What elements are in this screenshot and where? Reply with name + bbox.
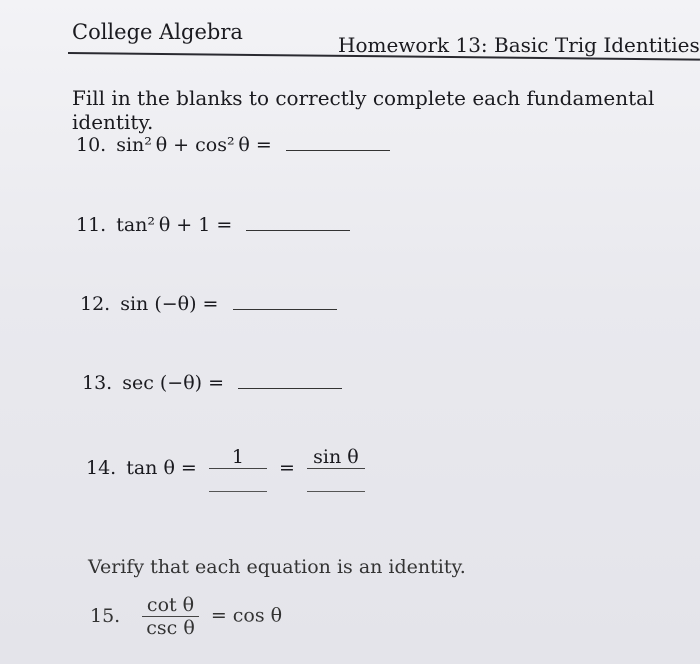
- equals-sign: =: [278, 457, 295, 480]
- problem-14: [86, 446, 371, 492]
- answer-blank[interactable]: [209, 469, 267, 492]
- answer-blank[interactable]: [233, 307, 337, 310]
- problem-expression: sec (−θ) =: [122, 372, 225, 394]
- problem-expression: sin² θ + cos² θ =: [116, 134, 272, 156]
- fraction-numerator: cot θ: [146, 594, 195, 616]
- problem-number: 10.: [76, 134, 107, 156]
- problem-15: [90, 594, 282, 639]
- answer-blank[interactable]: [238, 386, 342, 389]
- verify-fraction: [142, 594, 199, 639]
- fraction-2: [307, 446, 365, 492]
- assignment-title: Homework 13: Basic Trig Identities: [338, 33, 700, 57]
- fraction-1: [209, 446, 267, 492]
- fraction-numerator: 1: [231, 446, 244, 468]
- problem-12: [80, 293, 337, 315]
- problem-number: 14.: [86, 457, 117, 480]
- problem-11: [76, 214, 350, 236]
- fraction-numerator: sin θ: [313, 446, 359, 468]
- instructions: Fill in the blanks to correctly complete each fundamental identity.: [72, 86, 655, 134]
- verify-instructions: Verify that each equation is an identity.: [88, 556, 466, 578]
- problem-lhs: tan θ =: [126, 457, 197, 480]
- problem-expression: sin (−θ) =: [120, 293, 219, 315]
- problem-number: 12.: [80, 293, 111, 315]
- course-title: College Algebra: [72, 20, 243, 44]
- problem-expression: tan² θ + 1 =: [116, 214, 233, 236]
- fraction-denominator: csc θ: [146, 617, 195, 640]
- problem-number: 15.: [90, 604, 121, 627]
- problem-10: [76, 134, 390, 156]
- answer-blank[interactable]: [307, 469, 365, 492]
- answer-blank[interactable]: [246, 228, 350, 231]
- problem-number: 11.: [76, 214, 107, 236]
- problem-13: [82, 372, 342, 394]
- problem-number: 13.: [82, 372, 113, 394]
- verify-rhs: = cos θ: [210, 604, 283, 627]
- answer-blank[interactable]: [286, 148, 390, 151]
